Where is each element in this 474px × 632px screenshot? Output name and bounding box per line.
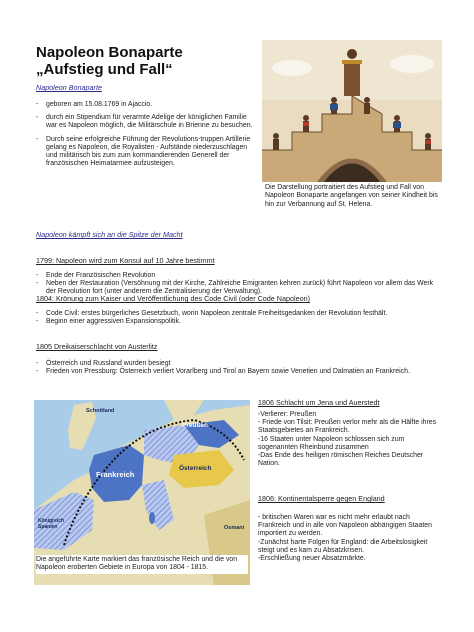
section-heading-napoleon: Napoleon Bonaparte (36, 83, 102, 92)
map-label-prussia: Preußen (182, 422, 209, 429)
title-line: Napoleon Bonaparte (36, 44, 183, 61)
map-label-france: Frankreich (96, 470, 135, 479)
block-1799-list (36, 272, 442, 297)
list-item: - Österreich und Russland wurden besiegt (36, 360, 442, 368)
section1-list (36, 101, 258, 168)
illustration-caption: Die Darstellung portraitiert des Aufstieg und Fall von Napoleon Bonaparte angefangen von seiner Kindheit bis hin zur Verbannung auf St. Helena. (265, 184, 443, 209)
list-item: - Ende der Französischen Revolution (36, 272, 442, 280)
subtitle-line: „Aufstieg und Fall“ (36, 61, 173, 78)
list-item: - durch ein Stipendium für verarmte Adelige der königlichen Familie war es Napoleon möglich, die Militärschule in Brienne zu besuchen. (36, 114, 258, 130)
map-label-scotland: Schottland (86, 408, 115, 414)
map-label-austria: Österreich (179, 465, 212, 472)
map-label-spain: Königreich Spanien (38, 518, 65, 530)
block-title-1799: 1799: Napoleon wird zum Konsul auf 10 Jahre bestimmt (36, 256, 215, 265)
map-label-ottoman: Osmani (224, 525, 245, 531)
rise-and-fall-illustration (262, 40, 442, 182)
block-1804-list (36, 310, 442, 326)
list-item: - britischen Waren war es nicht mehr erlaubt nach Frankreich und in alle von Napoleon abhängigen Staaten importiert zu werden. (258, 514, 432, 538)
list-item: -Zunächst harte Folgen für England: die Arbeitslosigkeit steigt und es kam zu Absatzkrisen. (258, 538, 428, 554)
block-title-1806-jena: 1806 Schlacht um Jena und Auerstedt (258, 398, 380, 407)
illustration-drawing (262, 40, 442, 182)
block-1805-list (36, 360, 442, 376)
list-item: -Das Ende des heiligen römischen Reiches Deutscher Nation. (258, 452, 424, 468)
block-1806-jena-list (255, 411, 441, 468)
list-item: -Verlierer: Preußen (258, 411, 317, 418)
list-item: - Friede von Tilsit: Preußen verlor mehr als die Hälfte ihres Staatsgebietes an Frankreich. (258, 419, 437, 435)
list-item: - Beginn einer aggressiven Expansionspolitik. (36, 318, 442, 326)
list-item: - Neben der Restauration (Versöhnung mit der Kirche, Zahlreiche Emigranten kehren zurück) führt Napoleon vor allem das Werk der Revolution fort (unter anderem die Zentralisierung der Verwaltung). (36, 280, 442, 296)
block-title-kontinentalsperre: 1806: Kontinentalsperre gegen England (258, 494, 385, 503)
list-item: -Erschließung neuer Absatzmärkte. (258, 555, 366, 563)
block-kontinentalsperre-list (255, 514, 441, 563)
list-item: - Frieden von Pressburg: Österreich verliert Vorarlberg und Tirol an Bayern sowie Venetien und Dalmatien an Frankreich. (36, 368, 442, 376)
list-item: -16 Staaten unter Napoleon schlossen sich zum sogenannten Rheinbund zusammen (258, 435, 405, 451)
section-heading-spitze: Napoleon kämpft sich an die Spitze der Macht (36, 230, 183, 239)
page-title (36, 44, 256, 78)
map-caption: Die angeführte Karte markiert das französische Reich und die von Napoleon eroberten Gebiete in Europa von 1804 - 1815. (36, 555, 248, 574)
list-item: - geboren am 15.08.1769 in Ajaccio. (36, 101, 258, 109)
list-item: - Durch seine erfolgreiche Führung der Revolutions-truppen Artillerie gelang es Napoleon, die Royalisten - Aufstände niederzuschlagen und militärisch bis zum zum kommandierenden Generell der französischen Heimatarmee aufzusteigen. (36, 136, 258, 169)
block-title-1805: 1805 Dreikaiserschlacht von Austerlitz (36, 342, 158, 351)
block-title-1804: 1804: Krönung zum Kaiser und Veröffentlichung des Code Civil (oder Code Napoleon) (36, 294, 310, 303)
list-item: - Code Civil: erstes bürgerliches Gesetzbuch, worin Napoleon zentrale Freiheitsgedanken der Revolution festhält. (36, 310, 442, 318)
